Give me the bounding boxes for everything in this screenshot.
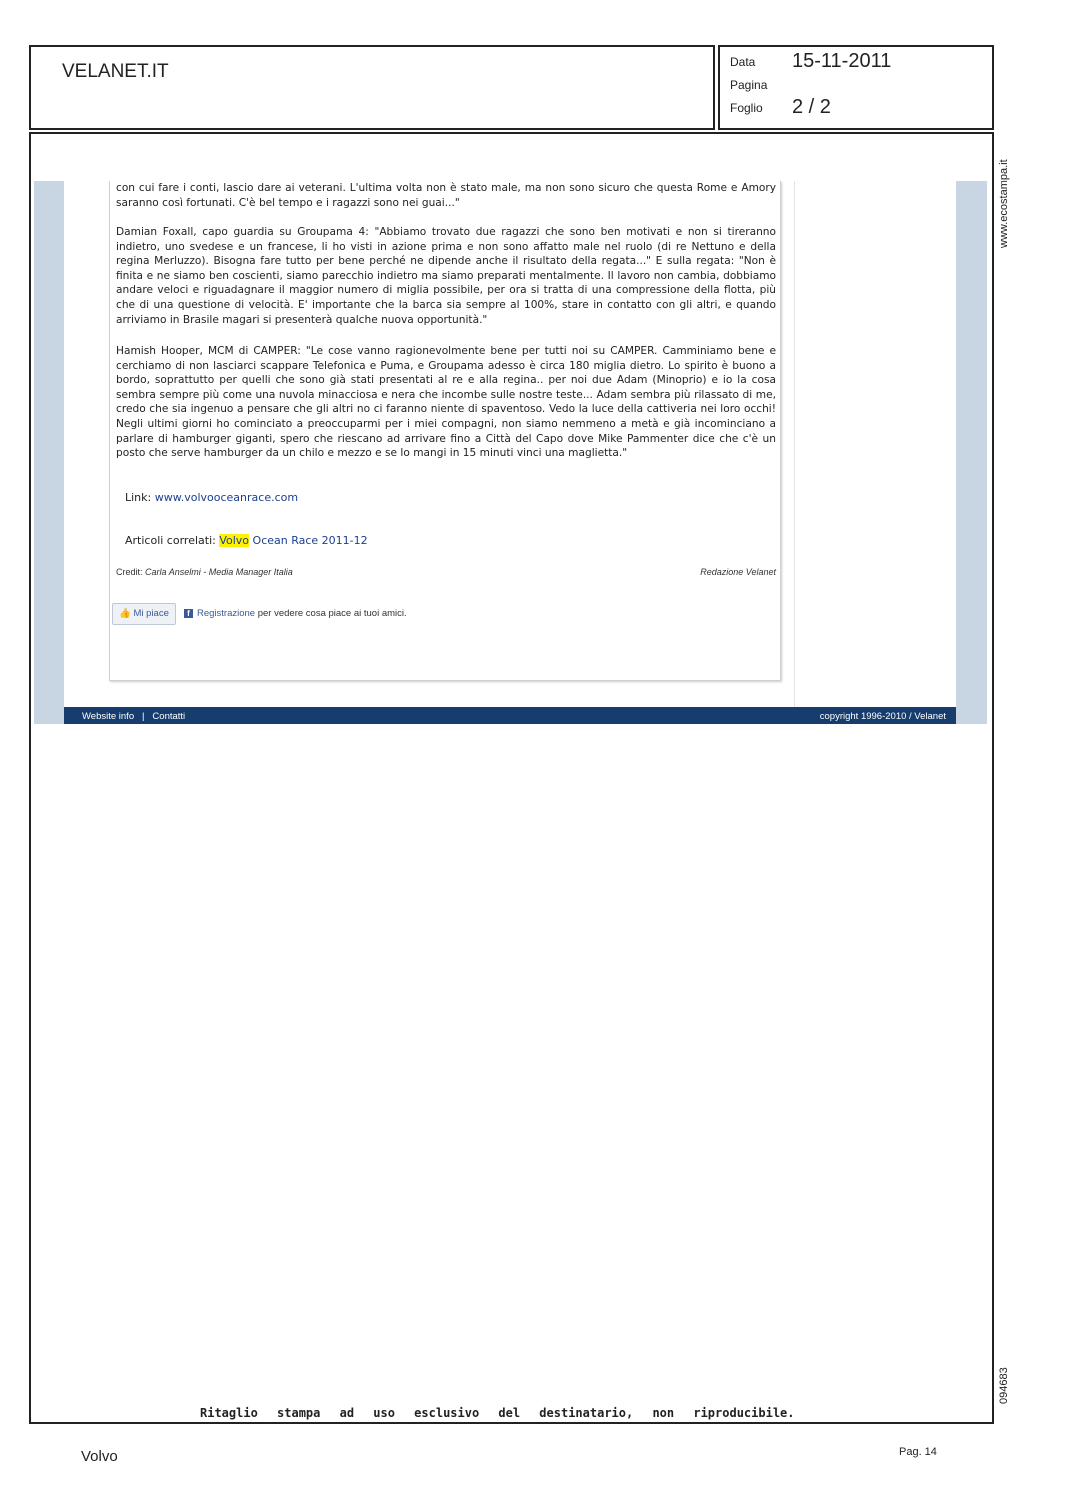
article-paragraph-1: con cui fare i conti, lascio dare ai veterani. L'ultima volta non è stato male, ma non sono sicuro che questa Rome e Amory saranno così fortunati. C'è bel tempo e i ragazzi sono nei guai..." xyxy=(116,182,776,209)
credit-line xyxy=(116,567,776,577)
credit-label: Credit: xyxy=(116,567,143,577)
site-footer-left xyxy=(82,708,185,724)
link-label: Link: xyxy=(125,491,152,504)
related-line xyxy=(125,534,368,547)
bottom-keyword: Volvo xyxy=(81,1448,118,1465)
data-value: 15-11-2011 xyxy=(792,50,892,72)
page-bg-right xyxy=(956,181,987,724)
foglio-label: Foglio xyxy=(730,101,763,115)
page-bg-left xyxy=(34,181,64,724)
side-code-text: 094683 xyxy=(998,1367,1010,1404)
article-paragraph-3: Hamish Hooper, MCM di CAMPER: "Le cose vanno ragionevolmente bene per tutti noi su CAMPER. Camminiamo bene e cerchiamo di non lasciarci scappare Telefonica e Puma, e Groupama adesso è circa 180 miglia dietro. Lo spirito è buono a bordo, soprattutto per quelli che sono già stati presentati al re e alla regina.. per noi due Adam (Minoprio) e io la cosa sembra sempre più come una nuvola minacciosa e nera che incombe sulle nostre teste... Adam sembra più rilassato di me, credo che sia ingenuo a pensare che gli altri no ci faranno niente di spaventoso. Vedo la luce della cattiveria nei loro occhi! Negli ultimi giorni ho cominciato a preoccuparmi per i miei compagni, non siamo nemmeno a metà e già incominciano a parlare di hamburger giganti, spero che riescano ad arrivare fino a Città del Capo dove Mike Pammenter dice che c'è un posto che serve hamburger da un chilo e mezzo e se lo mangi in 15 minuti vinci una maglietta." xyxy=(116,345,776,460)
footer-separator: | xyxy=(142,711,145,722)
foglio-value: 2 / 2 xyxy=(792,96,831,118)
site-footer xyxy=(64,707,956,724)
fb-register-text: per vedere cosa piace ai tuoi amici. xyxy=(255,608,407,619)
right-column-divider xyxy=(794,181,795,707)
article-paragraph-2: Damian Foxall, capo guardia su Groupama 4: "Abbiamo trovato due ragazzi che sono ben motivati e non si tireranno indietro, uno svedese e un francese, li ho visti in azione prima e non sono affatto male nel ruolo (di re Nettuno e della regina Merluzzo). Bisogna fare tutto per bene perché ne dipende anche il risultato della regata..." E sulla regata: "Non è finita e ne siamo ben coscienti, siamo parecchio indietro ma siamo preparati mentalmente. Il lavoro non cambia, dobbiamo andare veloci e riguadagnare il maggior numero di miglia possibile, per ora si tratta di una compressione della flotta, più che di una questione di velocità. E' importante che la barca sia sempre al 100%, stare in contatto con gli altri, e quando arriviamo in Brasile magari si presenterà qualche nuova opportunità." xyxy=(116,226,776,326)
like-label: Mi piace xyxy=(133,608,169,619)
pagina-label: Pagina xyxy=(730,78,768,92)
website-info-link[interactable]: Website info xyxy=(82,711,135,722)
fb-register-link[interactable]: Registrazione xyxy=(197,608,256,619)
credit-value: Carla Anselmi - Media Manager Italia xyxy=(145,567,293,577)
related-highlight: Volvo xyxy=(219,534,250,547)
link-line xyxy=(125,491,298,504)
related-rest: Ocean Race 2011-12 xyxy=(249,534,368,547)
copyright-text: copyright 1996-2010 / Velanet xyxy=(819,711,946,722)
side-url-text: www.ecostampa.it xyxy=(998,159,1010,248)
source-link[interactable]: www.volvooceanrace.com xyxy=(154,491,299,504)
header-meta-box xyxy=(718,45,994,130)
credit-right: Redazione Velanet xyxy=(700,567,776,577)
facebook-icon: f xyxy=(184,609,193,618)
web-clipping xyxy=(34,181,987,724)
publication-name: VELANET.IT xyxy=(62,61,169,82)
content-column xyxy=(64,181,956,707)
side-url xyxy=(994,150,1014,250)
thumbs-up-icon: 👍 xyxy=(119,608,131,619)
related-link[interactable] xyxy=(219,534,367,547)
related-label: Articoli correlati: xyxy=(125,534,216,547)
page-number: Pag. 14 xyxy=(899,1446,937,1458)
data-label: Data xyxy=(730,55,756,69)
fb-register-line xyxy=(184,608,407,619)
footer-notice: Ritaglio stampa ad uso esclusivo del destinatario, non riproducibile. xyxy=(200,1406,795,1420)
like-button[interactable] xyxy=(112,603,176,625)
header-publication-box xyxy=(29,45,715,130)
side-code xyxy=(994,1367,1014,1410)
contatti-link[interactable]: Contatti xyxy=(152,711,186,722)
article-box xyxy=(109,181,781,681)
